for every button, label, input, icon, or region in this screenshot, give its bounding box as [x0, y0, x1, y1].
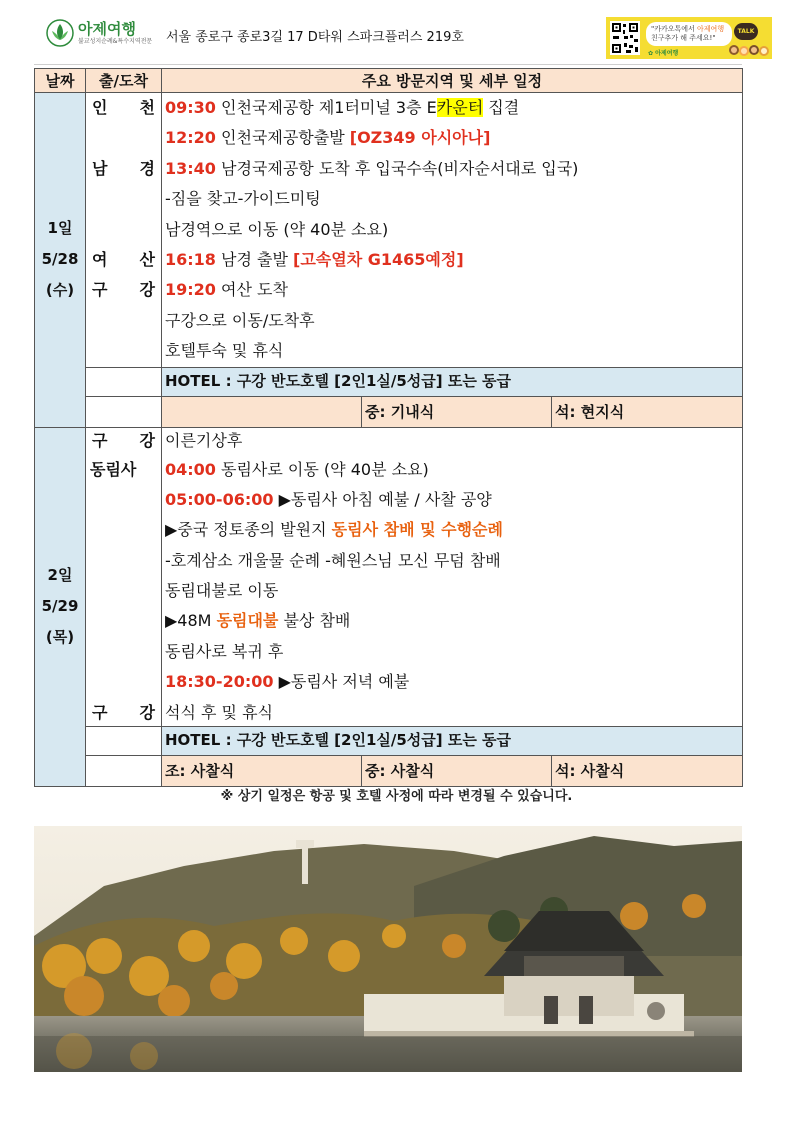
day2-line-9 — [162, 667, 742, 697]
day2-details — [162, 427, 743, 726]
kakao-banner[interactable] — [606, 17, 772, 59]
day2-line-3 — [162, 485, 742, 515]
line-text: 인천국제공항출발 — [215, 128, 350, 148]
day2-loc-gugang: 구 강 — [92, 430, 155, 450]
day2-row — [35, 427, 743, 726]
day2-weekday: (목) — [45, 628, 75, 647]
time-label: 12:20 — [165, 128, 216, 148]
day2-loc-donglimsa: 동림사 — [90, 459, 137, 479]
flight-label: [OZ349 아시아나] — [349, 128, 491, 148]
line-text: ▶동림사 아침 예불 / 사찰 공양 — [273, 489, 492, 509]
day1-line-2 — [162, 123, 742, 153]
day2-line-1: 이른기상후 — [165, 430, 243, 450]
day2-line-2 — [162, 455, 742, 485]
day2-line-7 — [162, 606, 742, 636]
lake-pavilion-photo — [34, 826, 742, 1072]
day1-loc-nanjing: 남 경 — [92, 158, 155, 178]
day1-hotel-row — [35, 367, 743, 396]
day2-date: 5/29 — [41, 597, 79, 616]
kakao-brand-text: 아제여행 — [655, 50, 679, 57]
itinerary-table — [34, 68, 743, 787]
small-lotus-icon: ✿ — [648, 50, 654, 57]
day2-hotel-row — [35, 726, 743, 755]
day1-locations — [86, 93, 162, 368]
day1-date: 5/28 — [41, 250, 79, 269]
day2-loc-gugang-2: 구 강 — [92, 702, 155, 722]
day1-meal-breakfast — [162, 396, 362, 427]
day1-hotel: HOTEL : 구강 반도호텔 [2인1실/5성급] 또는 동급 — [162, 367, 743, 396]
line-text: ▶중국 정토종의 발원지 — [165, 520, 332, 540]
line-text: ▶48M — [165, 611, 217, 631]
time-label: 04:00 — [165, 459, 216, 479]
schedule-notice: ※ 상기 일정은 항공 및 호텔 사정에 따라 변경될 수 있습니다. — [220, 789, 573, 804]
day1-loc-yeosan: 여 산 — [92, 249, 155, 269]
day1-line-5: 남경역으로 이동 (약 40분 소요) — [165, 219, 389, 239]
kakao-brand — [648, 48, 678, 57]
highlight-orange: 동림대불 — [216, 611, 279, 631]
train-label: [고속열차 G1465예정] — [293, 249, 464, 269]
table-header-row — [35, 69, 743, 93]
day2-line-10: 석식 후 및 휴식 — [165, 702, 273, 722]
day2-meal-breakfast: 조: 사찰식 — [162, 755, 362, 786]
time-label: 09:30 — [165, 98, 216, 117]
day2-line-8: 동림사로 복귀 후 — [165, 641, 284, 661]
kakao-highlight: 아제여행 — [697, 25, 725, 33]
line-text: 남경국제공항 도착 후 입국수속(비자순서대로 입국) — [215, 158, 579, 178]
day1-meals-row — [35, 396, 743, 427]
company-address: 서울 종로구 종로3길 17 D타워 스파크플러스 219호 — [166, 30, 464, 45]
logo-name: 아제여행 — [78, 19, 136, 38]
line-text: 남경 출발 — [215, 249, 294, 269]
lotus-logo-icon — [46, 19, 74, 47]
day2-meal-lunch: 중: 사찰식 — [362, 755, 552, 786]
day1-loc-gugang: 구 강 — [92, 280, 155, 300]
company-logo — [46, 15, 152, 51]
day1-line-1 — [162, 93, 742, 123]
day1-details — [162, 93, 743, 368]
col-detail-header: 주요 방문지역 및 세부 일정 — [162, 69, 743, 93]
line-text: 인천국제공항 제1터미널 3층 E — [215, 98, 437, 117]
day2-hotel: HOTEL : 구강 반도호텔 [2인1실/5성급] 또는 동급 — [162, 726, 743, 755]
day1-date-cell — [35, 93, 86, 428]
time-label: 16:18 — [165, 249, 216, 269]
day2-line-6: 동림대불로 이동 — [165, 581, 279, 601]
kakao-line1: "카카오톡에서 — [651, 25, 698, 33]
day1-line-7 — [162, 275, 742, 305]
time-label: 19:20 — [165, 280, 216, 300]
day1-loc-incheon: 인 천 — [92, 98, 155, 117]
line-text: ▶동림사 저녁 예불 — [273, 672, 410, 692]
col-date-header: 날짜 — [35, 69, 86, 93]
col-place-header: 출/도착 — [86, 69, 162, 93]
page-header — [0, 0, 793, 62]
day1-day: 1일 — [47, 219, 73, 238]
day2-day: 2일 — [47, 566, 73, 585]
logo-tagline: 불교성지순례&특수지역전문 — [78, 37, 153, 45]
day2-meal-dinner: 석: 사찰식 — [552, 755, 743, 786]
kakao-line2: 친구추가 해 주세요!" — [651, 34, 716, 42]
day2-meals-row — [35, 755, 743, 786]
line-text: 불상 참배 — [278, 611, 351, 631]
day1-weekday: (수) — [45, 281, 75, 300]
kakao-message — [646, 22, 732, 46]
header-divider — [34, 64, 742, 65]
line-text: 여산 도착 — [215, 280, 288, 300]
day2-locations — [86, 427, 162, 726]
character-illustration-icon — [728, 41, 772, 59]
time-label: 13:40 — [165, 158, 216, 178]
day1-line-4: -짐을 찾고-가이드미팅 — [165, 189, 321, 209]
time-label: 18:30-20:00 — [165, 672, 274, 692]
day2-line-5: -호계삼소 개울물 순례 -혜원스님 모신 무덤 참배 — [165, 550, 501, 570]
day1-line-3 — [162, 154, 742, 184]
talk-label: TALK — [737, 28, 755, 35]
highlighted-text: 카운터 — [436, 98, 484, 117]
talk-bubble-icon — [734, 23, 758, 40]
line-text: 동림사로 이동 (약 40분 소요) — [215, 459, 429, 479]
day2-date-cell — [35, 427, 86, 786]
day1-row — [35, 93, 743, 368]
day1-line-8: 구강으로 이동/도착후 — [165, 310, 315, 330]
qr-code-icon[interactable] — [610, 21, 640, 55]
day1-meal-dinner: 석: 현지식 — [552, 396, 743, 427]
day1-meal-lunch: 중: 기내식 — [362, 396, 552, 427]
time-label: 05:00-06:00 — [165, 489, 274, 509]
highlight-orange: 동림사 참배 및 수행순례 — [331, 520, 503, 540]
day2-line-4 — [162, 515, 742, 545]
day1-line-6 — [162, 245, 742, 275]
line-text: 집결 — [483, 98, 520, 117]
day1-line-9: 호텔투숙 및 휴식 — [165, 341, 284, 361]
